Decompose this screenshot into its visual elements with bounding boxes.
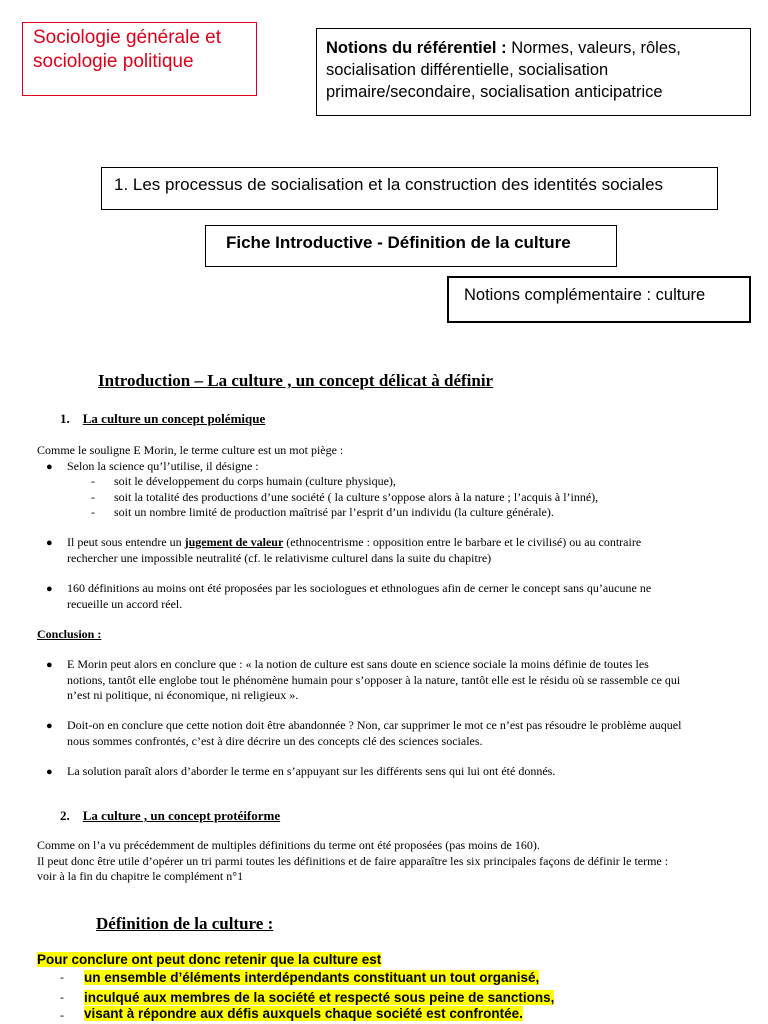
dash-icon: -	[91, 505, 95, 519]
value-judgment-term: jugement de valeur	[184, 535, 284, 549]
part1-bullet3	[67, 581, 651, 612]
part2-heading	[60, 808, 280, 824]
bullet-icon: ●	[46, 583, 53, 595]
part1-bullet2	[67, 535, 641, 566]
bullet2-pre: Il peut sous entendre un	[67, 535, 185, 549]
definition-item: inculqué aux membres de la société et respecté sous peine de sanctions,	[84, 990, 555, 1005]
course-title-line1: Sociologie générale et	[33, 27, 222, 48]
definition-heading: Définition de la culture :	[96, 914, 274, 933]
fiche-title: Fiche Introductive - Définition de la culture	[226, 233, 571, 252]
bullet-icon: ●	[46, 720, 53, 732]
bullet-icon: ●	[46, 766, 53, 778]
bullet2-post: (ethnocentrisme : opposition entre le barbare et le civilisé) ou au contraire	[283, 535, 642, 549]
intro-heading: Introduction – La culture , un concept délicat à définir	[98, 371, 494, 390]
complementary-notions-box	[447, 276, 751, 323]
part1-lead: Comme le souligne E Morin, le terme culture est un mot piège :	[37, 443, 344, 457]
part2-number: 2.	[60, 808, 70, 823]
part2-line: voir à la fin du chapitre le complément n°1	[37, 869, 244, 883]
definition-item: visant à répondre aux défis auxquels chaque société est confrontée.	[84, 1006, 523, 1021]
conclusion-bullet3: La solution paraît alors d’aborder le terme en s’appuyant sur les différents sens qui lui ont été donnés.	[67, 764, 556, 778]
part2-line: Comme on l’a vu précédemment de multiples définitions du terme ont été proposées (pas moins de 160).	[37, 838, 540, 852]
concl-b1-line: n’est ni politique, ni économique, ni religieux ».	[67, 688, 299, 702]
notions-line1: Normes, valeurs, rôles,	[511, 39, 681, 57]
dash-icon: -	[91, 474, 95, 488]
part1-number: 1.	[60, 411, 70, 426]
conclusion-bullet1	[67, 657, 680, 704]
concl-b2-line: nous sommes confrontés, c’est à dire décrire un des concepts clé des sciences sociales.	[67, 733, 483, 748]
complementary-notions: Notions complémentaire : culture	[464, 286, 706, 304]
bullet3-line1: 160 définitions au moins ont été proposées par les sociologues et ethnologues afin de cerner le concept sans qu’aucune ne	[67, 581, 652, 595]
part2-text	[37, 838, 668, 885]
conclusion-label: Conclusion :	[37, 627, 102, 641]
dash-icon: -	[60, 990, 64, 1004]
conclusion-bullet2	[67, 718, 681, 749]
concl-b1-line: notions, tantôt elle englobe tout le phénomène humain pour s’opposer à la nature, tantôt elle est le résidu où se rassemble ce qui	[67, 672, 681, 687]
notions-label: Notions du référentiel :	[326, 39, 507, 57]
dash-item: soit le développement du corps humain (culture physique),	[114, 474, 396, 488]
concl-b1-line: E Morin peut alors en conclure que : « la notion de culture est sans doute en science sociale la moins définie de toutes les	[67, 657, 649, 671]
part1-bullet1: Selon la science qu’l’utilise, il désigne :	[67, 459, 259, 473]
concl-b2-line: Doit-on en conclure que cette notion doit être abandonnée ? Non, car supprimer le mot ce n’est pas résoudre le problème auquel	[67, 718, 682, 732]
dash-icon: -	[60, 1008, 64, 1022]
part2-title: La culture , un concept protéiforme	[82, 808, 281, 823]
bullet-icon: ●	[46, 659, 53, 671]
bullet2-line2: rechercher une impossible neutralité (cf. le relativisme culturel dans la suite du chapitre)	[67, 550, 492, 565]
bullet3-line2: recueille un accord réel.	[67, 596, 183, 611]
definition-lead-row	[37, 951, 381, 969]
course-title-box	[22, 22, 257, 96]
definition-lead: Pour conclure ont peut donc retenir que la culture est	[37, 952, 382, 967]
part1-title: La culture un concept polémique	[82, 411, 266, 426]
dash-icon: -	[91, 490, 95, 504]
definition-item-row	[84, 1005, 523, 1023]
section-title-box	[101, 167, 718, 210]
course-title-line2: sociologie politique	[33, 51, 194, 72]
fiche-title-box	[205, 225, 617, 267]
notions-line3: primaire/secondaire, socialisation anticipatrice	[326, 83, 663, 101]
notions-line2: socialisation différentielle, socialisation	[326, 61, 609, 79]
part2-line: Il peut donc être utile d’opérer un tri parmi toutes les définitions et de faire apparaître les six principales façons de définir le terme :	[37, 853, 669, 868]
bullet-icon: ●	[46, 537, 53, 549]
definition-item: un ensemble d’éléments interdépendants constituant un tout organisé,	[84, 970, 540, 985]
section-title: 1. Les processus de socialisation et la construction des identités sociales	[114, 175, 664, 194]
dash-item: soit la totalité des productions d’une société ( la culture s’oppose alors à la nature ; l’acquis à l’inné),	[114, 490, 599, 504]
bullet-icon: ●	[46, 461, 53, 473]
notions-box	[316, 28, 751, 116]
dash-item: soit un nombre limité de production maîtrisé par l’esprit d’un individu (la culture générale).	[114, 505, 554, 519]
dash-icon: -	[60, 970, 64, 984]
definition-item-row	[84, 969, 539, 987]
part1-heading	[60, 411, 265, 427]
